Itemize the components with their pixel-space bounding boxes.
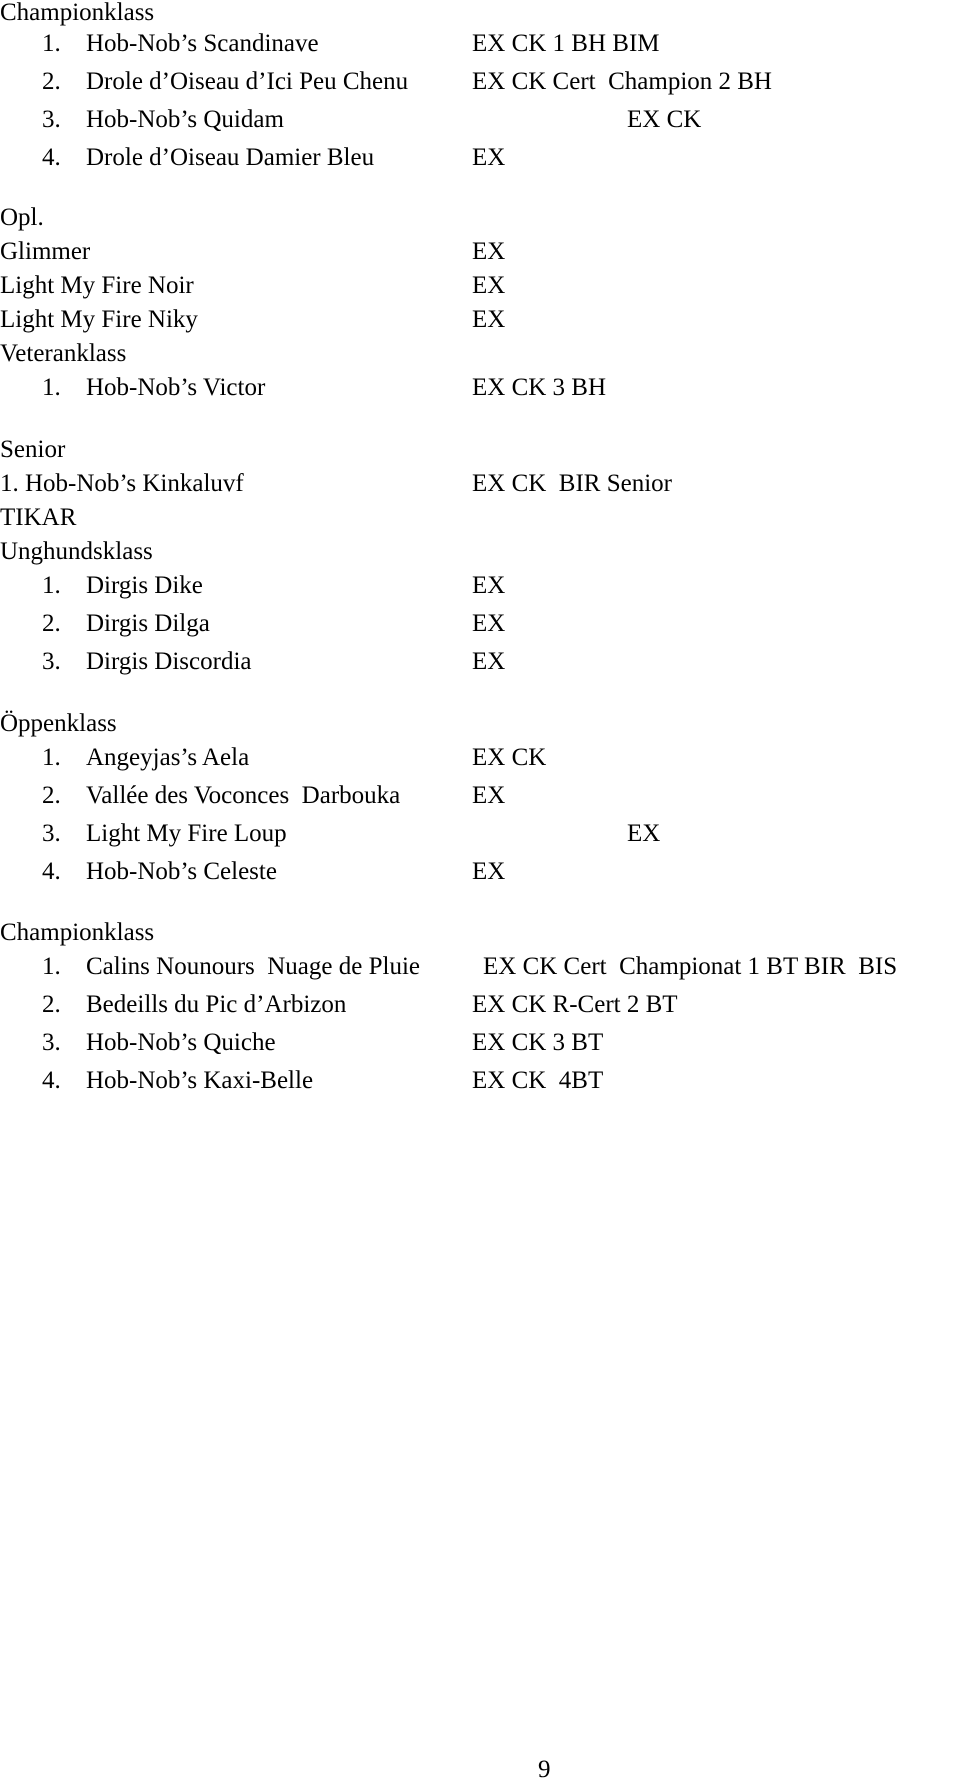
entry-number: 2. [42, 68, 61, 95]
entry-number: 3. [42, 820, 61, 847]
entry-number: 2. [42, 610, 61, 637]
entry-number: 3. [42, 106, 61, 133]
entry-result: EX [472, 648, 506, 675]
entry-name: Light My Fire Niky [0, 306, 198, 333]
section-heading-senior: Senior [0, 436, 66, 463]
entry-name: Glimmer [0, 238, 91, 265]
entry-name: Dirgis Dike [86, 572, 203, 599]
entry-name: Light My Fire Noir [0, 272, 194, 299]
entry-result: EX CK R-Cert 2 BT [472, 991, 678, 1018]
entry-result: EX CK 4BT [472, 1067, 604, 1094]
entry-name: Calins Nounours Nuage de Pluie [86, 953, 420, 980]
entry-name: Dirgis Discordia [86, 648, 252, 675]
entry-result: EX CK 3 BH [472, 374, 607, 401]
section-heading-veteranklass: Veteranklass [0, 340, 127, 367]
entry-name: Drole d’Oiseau d’Ici Peu Chenu [86, 68, 409, 95]
entry-number: 2. [42, 991, 61, 1018]
entry-number: 1. [42, 953, 61, 980]
entry-number: 4. [42, 858, 61, 885]
section-heading-championklass: Championklass [0, 0, 155, 26]
entry-number: 4. [42, 144, 61, 171]
entry-number: 2. [42, 782, 61, 809]
entry-result: EX [627, 820, 661, 847]
entry-number: 1. [42, 374, 61, 401]
entry-name: Hob-Nob’s Celeste [86, 858, 277, 885]
entry-result: EX [472, 238, 506, 265]
entry-name: Vallée des Voconces Darbouka [86, 782, 401, 809]
entry-number: 1. [42, 744, 61, 771]
entry-result: EX [472, 144, 506, 171]
entry-result: EX [472, 572, 506, 599]
entry-result: EX CK Cert Champion 2 BH [472, 68, 772, 95]
entry-name: Dirgis Dilga [86, 610, 210, 637]
entry-name: Drole d’Oiseau Damier Bleu [86, 144, 375, 171]
entry-number: 3. [42, 648, 61, 675]
entry-name: Hob-Nob’s Quiche [86, 1029, 276, 1056]
entry-result: EX CK BIR Senior [472, 470, 672, 497]
section-heading-unghundsklass: Unghundsklass [0, 538, 153, 565]
entry-number: 4. [42, 1067, 61, 1094]
entry-result: EX CK [627, 106, 702, 133]
entry-name: 1. Hob-Nob’s Kinkaluvf [0, 470, 244, 497]
entry-result: EX CK 1 BH BIM [472, 30, 660, 57]
entry-result: EX [472, 306, 506, 333]
entry-name: Light My Fire Loup [86, 820, 287, 847]
entry-name: Hob-Nob’s Scandinave [86, 30, 319, 57]
entry-number: 1. [42, 30, 61, 57]
entry-number: 3. [42, 1029, 61, 1056]
entry-name: Hob-Nob’s Victor [86, 374, 266, 401]
entry-result: EX CK [472, 744, 547, 771]
section-heading-oppenklass: Öppenklass [0, 710, 117, 737]
entry-name: Hob-Nob’s Kaxi-Belle [86, 1067, 314, 1094]
entry-result: EX CK Cert Championat 1 BT BIR BIS [483, 953, 898, 980]
entry-name: Bedeills du Pic d’Arbizon [86, 991, 347, 1018]
entry-result: EX CK 3 BT [472, 1029, 604, 1056]
entry-name: Angeyjas’s Aela [86, 744, 250, 771]
entry-number: 1. [42, 572, 61, 599]
entry-name: Hob-Nob’s Quidam [86, 106, 284, 133]
section-heading-tikar: TIKAR [0, 504, 77, 531]
entry-result: EX [472, 272, 506, 299]
entry-result: EX [472, 610, 506, 637]
section-heading-championklass: Championklass [0, 919, 155, 946]
page-number: 9 [538, 1756, 551, 1783]
entry-result: EX [472, 858, 506, 885]
entry-result: EX [472, 782, 506, 809]
section-heading-opl: Opl. [0, 204, 44, 231]
